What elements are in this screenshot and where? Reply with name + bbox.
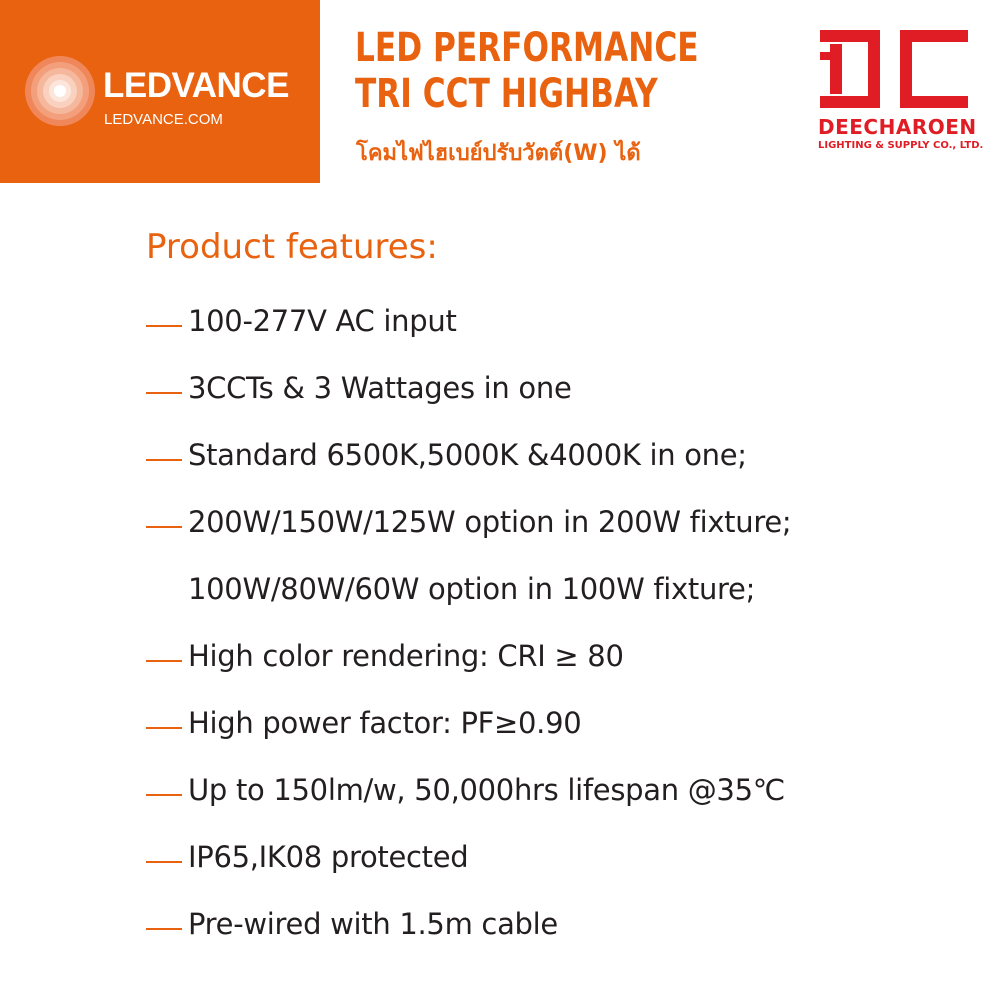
- product-subtitle-thai: โคมไฟไฮเบย์ปรับวัตต์(W) ได้: [356, 141, 641, 166]
- features-heading: Product features:: [146, 227, 438, 267]
- feature-text: Up to 150lm/w, 50,000hrs lifespan @35℃: [188, 773, 785, 807]
- bullet-dash-icon: [146, 325, 182, 327]
- brand-url: LEDVANCE.COM: [104, 111, 223, 128]
- feature-text: 3CCTs & 3 Wattages in one: [188, 371, 572, 405]
- company-name: DEECHAROEN: [818, 115, 977, 139]
- feature-text: Standard 6500K,5000K &4000K in one;: [188, 438, 747, 472]
- feature-text: 200W/150W/125W option in 200W fixture;: [188, 505, 792, 539]
- feature-text: 100-277V AC input: [188, 304, 457, 338]
- brand-name: LEDVANCE: [103, 66, 289, 105]
- title-line-2: TRI CCT HIGHBAY: [355, 71, 658, 117]
- bullet-dash-icon: [146, 727, 182, 729]
- company-tagline: LIGHTING & SUPPLY CO., LTD.: [818, 140, 984, 151]
- ledvance-light-burst-icon: [24, 55, 96, 127]
- feature-text: 100W/80W/60W option in 100W fixture;: [188, 572, 756, 606]
- bullet-dash-icon: [146, 861, 182, 863]
- feature-text: IP65,IK08 protected: [188, 840, 469, 874]
- bullet-dash-icon: [146, 526, 182, 528]
- bullet-dash-icon: [146, 660, 182, 662]
- title-line-1: LED PERFORMANCE: [355, 25, 699, 71]
- bullet-dash-icon: [146, 392, 182, 394]
- bullet-dash-icon: [146, 794, 182, 796]
- bullet-dash-icon: [146, 459, 182, 461]
- brand-panel: [0, 0, 320, 183]
- feature-text: Pre-wired with 1.5m cable: [188, 907, 558, 941]
- bullet-dash-icon: [146, 928, 182, 930]
- feature-text: High color rendering: CRI ≥ 80: [188, 639, 624, 673]
- feature-text: High power factor: PF≥0.90: [188, 706, 582, 740]
- product-title: [355, 25, 699, 117]
